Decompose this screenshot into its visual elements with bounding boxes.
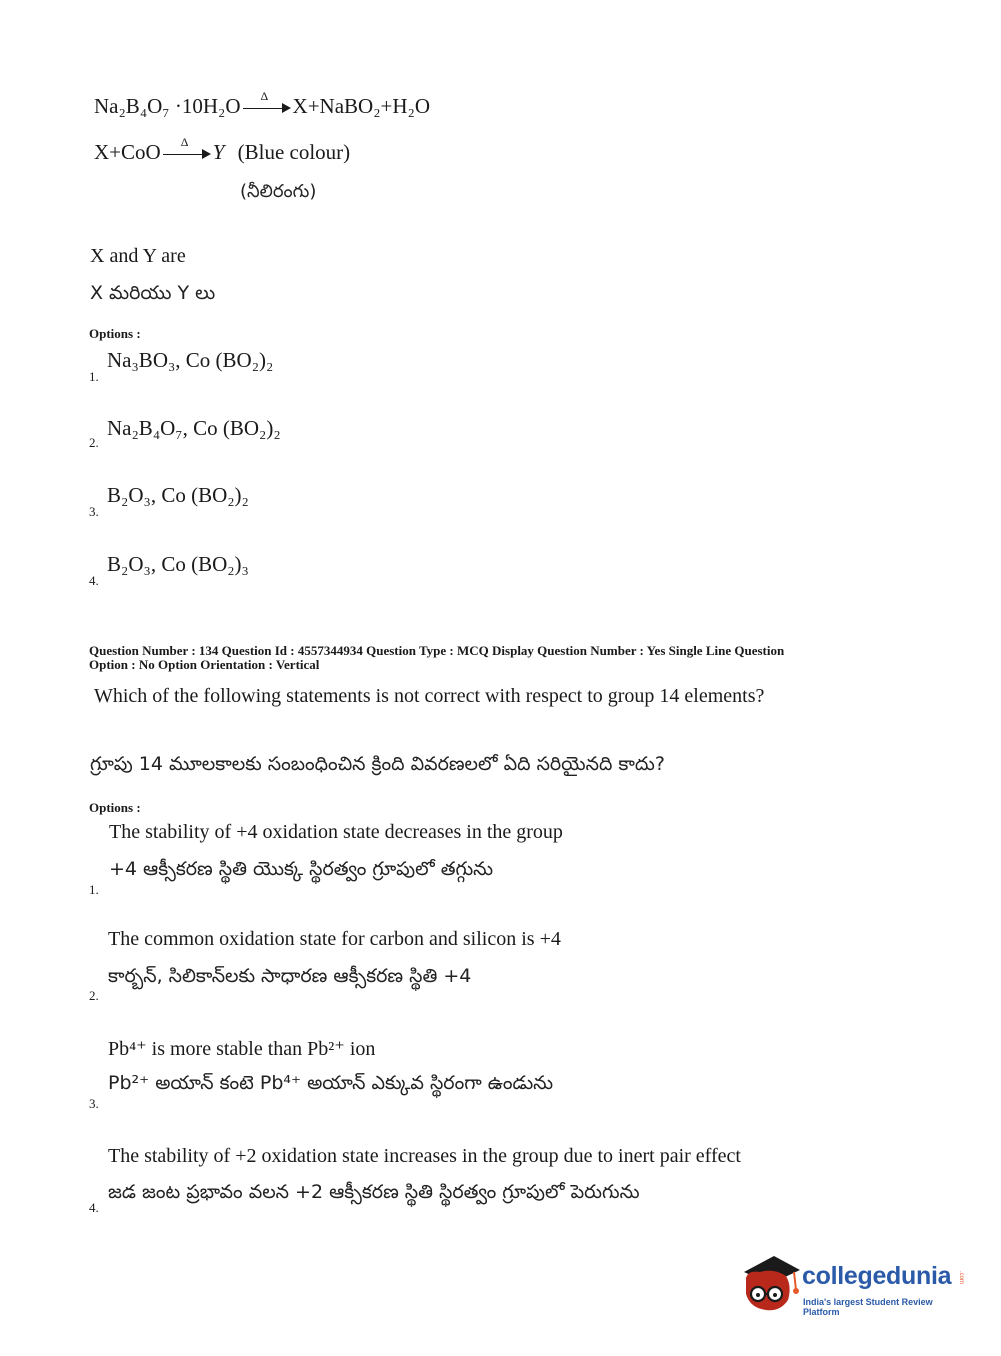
option-number: 4. bbox=[89, 1200, 99, 1215]
options-label: Options : bbox=[89, 326, 141, 341]
arrow-label: Δ bbox=[260, 89, 269, 104]
option-number: 2. bbox=[89, 988, 99, 1003]
option-text-te: కార్బన్, సిలికాన్‌లకు సాధారణ ఆక్సీకరణ స్థితి +4 bbox=[108, 965, 472, 987]
option-text: Na₂B₄O₇, Co (BO₂)₂ bbox=[107, 416, 281, 440]
option-text-en: The common oxidation state for carbon and silicon is +4 bbox=[108, 928, 561, 950]
logo-tagline: India's largest Student Review Platform bbox=[803, 1297, 933, 1317]
option-text-te: జడ జంట ప్రభావం వలన +2 ఆక్సీకరణ స్థితి స్థిరత్వం గ్రూపులో పెరుగును bbox=[108, 1181, 640, 1203]
option-text-te: Pb²⁺ అయాన్ కంటె Pb⁴⁺ అయాన్ ఎక్కువ స్థిరంగా ఉండును bbox=[108, 1072, 554, 1094]
option-text-en: The stability of +4 oxidation state decreases in the group bbox=[109, 821, 563, 843]
option-text-te: +4 ఆక్సీకరణ స్థితి యొక్క స్థిరత్వం గ్రూపులో తగ్గును bbox=[109, 858, 494, 880]
option-number: 4. bbox=[89, 573, 99, 588]
option-text-en: Pb⁴⁺ is more stable than Pb²⁺ ion bbox=[108, 1038, 376, 1060]
mascot-icon bbox=[740, 1250, 802, 1316]
option-text: Na₃BO₃, Co (BO₂)₂ bbox=[107, 348, 274, 372]
equation-2-lhs: X+CoO bbox=[94, 140, 161, 164]
question-133-en: X and Y are bbox=[90, 245, 186, 267]
logo-suffix: .com bbox=[958, 1271, 964, 1285]
collegedunia-logo[interactable] bbox=[740, 1250, 970, 1320]
option-text: B₂O₃, Co (BO₂)₂ bbox=[107, 483, 249, 507]
question-134-en: Which of the following statements is not correct with respect to group 14 elements? bbox=[94, 685, 765, 707]
option-number: 3. bbox=[89, 504, 99, 519]
reaction-arrow bbox=[243, 89, 291, 115]
question-meta-line-2: Option : No Option Orientation : Vertical bbox=[89, 657, 320, 672]
option-text: B₂O₃, Co (BO₂)₃ bbox=[107, 552, 249, 576]
equation-2-telugu: (నీలిరంగు) bbox=[240, 181, 317, 202]
option-number: 1. bbox=[89, 369, 99, 384]
equation-2 bbox=[94, 135, 351, 165]
options-label: Options : bbox=[89, 800, 141, 815]
equation-2-note: (Blue colour) bbox=[237, 140, 351, 164]
reaction-arrow bbox=[163, 135, 211, 161]
option-number: 3. bbox=[89, 1096, 99, 1111]
question-134-te: గ్రూపు 14 మూలకాలకు సంబంధించిన క్రింది వివరణలలో ఏది సరియైనది కాదు? bbox=[90, 753, 665, 775]
option-number: 2. bbox=[89, 435, 99, 450]
arrow-label: Δ bbox=[180, 135, 189, 150]
question-133-te: X మరియు Y లు bbox=[90, 282, 216, 304]
equation-1-rhs: X+NaBO₂+H₂O bbox=[292, 94, 431, 118]
equation-2-product: Y bbox=[212, 140, 225, 164]
question-meta-line-1: Question Number : 134 Question Id : 4557344934 Question Type : MCQ Display Question Number : Yes Single Line Question bbox=[89, 643, 785, 658]
option-text-en: The stability of +2 oxidation state increases in the group due to inert pair effect bbox=[108, 1145, 741, 1167]
logo-name: collegedunia bbox=[802, 1262, 952, 1290]
equation-1 bbox=[94, 89, 431, 119]
equation-1-lhs: Na₂B₄O₇ ·10H₂O bbox=[94, 94, 241, 118]
option-number: 1. bbox=[89, 882, 99, 897]
